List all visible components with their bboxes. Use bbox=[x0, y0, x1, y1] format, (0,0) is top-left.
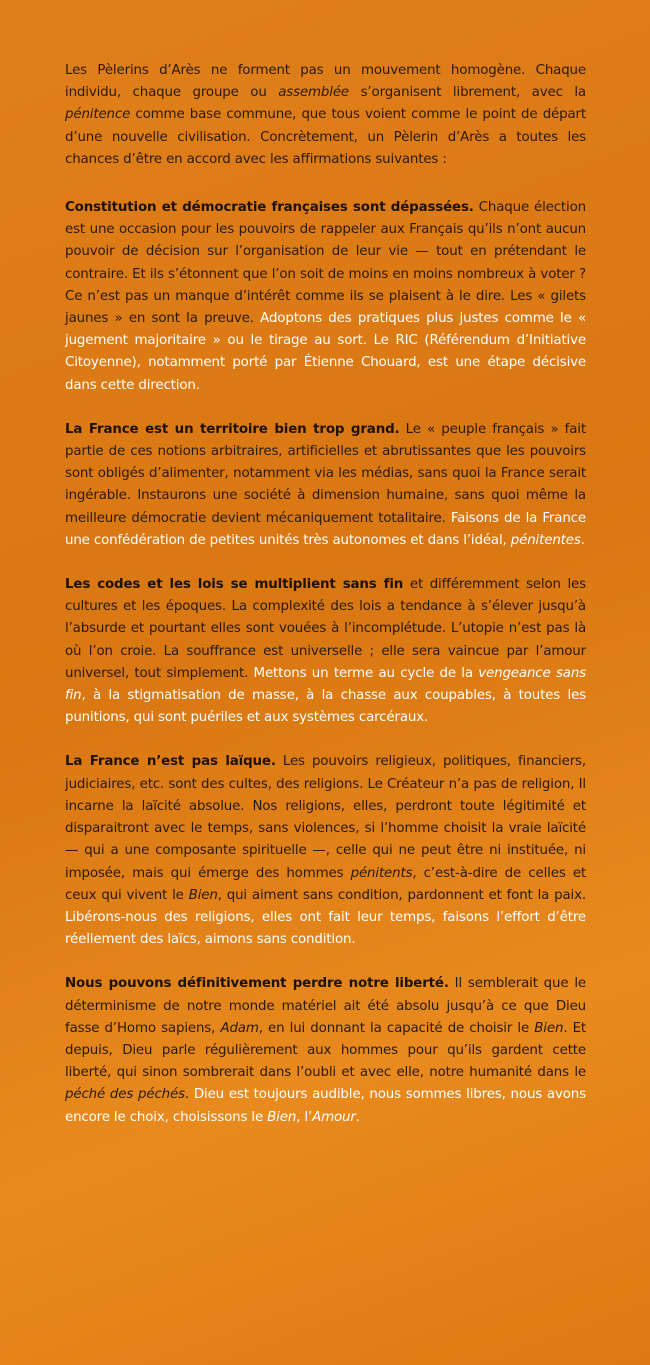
highlight-emphasis: vengeance sans fin bbox=[65, 665, 586, 704]
highlight-emphasis: Bien bbox=[267, 1109, 297, 1125]
section-body: . bbox=[184, 1087, 194, 1103]
intro-paragraph bbox=[65, 60, 586, 171]
section-body: Les pouvoirs religieux, politiques, financiers, judiciaires, etc. sont des cultes, des religions. Le Créateur n’a pas de religion, Il incarne la laïcité absolue. Nos religions, elles, perdront toute légitimité et disparaitront avec le temps, sans violences, si l’homme choisit la vraie laïcité — qui a une composante spirituelle —, celle qui ne peut être ni instituée, ni imposée, mais qui émerge des hommes bbox=[65, 754, 586, 881]
section-heading: La France est un territoire bien trop grand. bbox=[65, 421, 400, 437]
section-body: , c’est-à-dire de celles et ceux qui vivent le bbox=[65, 865, 587, 903]
highlight-emphasis: pénitentes bbox=[510, 532, 581, 548]
highlight-text: . bbox=[355, 1109, 360, 1125]
section-heading: Nous pouvons définitivement perdre notre liberté. bbox=[65, 976, 449, 992]
highlight-emphasis: Amour bbox=[312, 1109, 356, 1125]
body-emphasis: Bien bbox=[188, 887, 218, 903]
intro-emphasis: assemblée bbox=[278, 85, 350, 101]
highlight-text: , l’ bbox=[296, 1109, 313, 1125]
highlight-text: . bbox=[580, 532, 585, 548]
body-emphasis: Adam bbox=[220, 1020, 259, 1036]
intro-emphasis: pénitence bbox=[65, 107, 131, 123]
section-heading: Les codes et les lois se multiplient sans fin bbox=[65, 577, 404, 593]
body-emphasis: pénitents bbox=[350, 865, 413, 881]
section-body: Le « peuple français » fait partie de ces notions arbitraires, artificielles et abrutissantes que les pouvoirs sont obligés d’alimenter, notamment via les médias, sans quoi la France serait ingérable. Instaurons une société à dimension humaine, sans quoi même la meilleure démocratie devient mécaniquement totalitaire. bbox=[65, 421, 586, 526]
highlight-text: , à la stigmatisation de masse, à la chasse aux coupables, à toutes les punitions, qui sont puériles et aux systèmes carcéraux. bbox=[65, 688, 586, 726]
section-heading: Constitution et démocratie françaises sont dépassées. bbox=[65, 200, 474, 216]
section-lois bbox=[65, 574, 586, 729]
highlight-text: Faisons de la France une confédération de petites unités très autonomes et dans l’idéal, bbox=[65, 510, 586, 548]
section-heading: La France n’est pas laïque. bbox=[65, 754, 276, 770]
body-emphasis: Bien bbox=[534, 1020, 564, 1036]
intro-text: s’organisent librement, avec la bbox=[349, 85, 586, 101]
section-body: Il semblerait que le déterminisme de notre monde matériel ait été absolu jusqu’à ce que Dieu fasse d’Homo sapiens, bbox=[65, 976, 586, 1036]
section-laicite bbox=[65, 751, 586, 951]
section-body: Chaque élection est une occasion pour les pouvoirs de rappeler aux Français qu’ils n’ont aucun pouvoir de décision sur l’organisation de leur vie — tout en prétendant le contraire. Et ils s’étonnent que l’on soit de moins en moins nombreux à voter ? Ce n’est pas un manque d’intérêt comme ils se plaisent à le dire. Les « gilets jaunes » en sont la preuve. bbox=[65, 200, 586, 327]
section-body: , en lui donnant la capacité de choisir le bbox=[258, 1020, 535, 1036]
section-body: . Et depuis, Dieu parle régulièrement aux hommes pour qu’ils gardent cette liberté, qui sinon sombrerait dans l’oubli et avec elle, notre humanité dans le bbox=[65, 1020, 587, 1081]
highlight-text: Mettons un terme au cycle de la bbox=[253, 665, 479, 681]
section-body: , qui aiment sans condition, pardonnent et font la paix. bbox=[217, 887, 586, 903]
highlight-text: Dieu est toujours audible, nous sommes libres, nous avons encore le choix, choisissons le bbox=[65, 1087, 586, 1125]
section-liberte bbox=[65, 973, 586, 1128]
intro-text: Les Pèlerins d’Arès ne forment pas un mouvement homogène. Chaque individu, chaque groupe ou bbox=[65, 63, 586, 101]
body-emphasis: péché des péchés bbox=[65, 1087, 185, 1103]
section-highlight: Adoptons des pratiques plus justes comme le « jugement majoritaire » ou le tirage au sort. Le RIC (Référendum d’Initiative Citoyenne), notamment porté par Étienne Chouard, est une étape décisive dans cette direction. bbox=[65, 311, 586, 393]
section-territoire bbox=[65, 419, 586, 552]
section-highlight: Libérons-nous des religions, elles ont fait leur temps, faisons l’effort d’être réellement des laïcs, aimons sans condition. bbox=[65, 909, 586, 948]
section-constitution bbox=[65, 197, 586, 397]
section-body: et différemment selon les cultures et les époques. La complexité des lois a tendance à s’élever jusqu’à l’absurde et pourtant elles sont vouées à l’incomplétude. L’utopie n’est pas là où l’on croie. La souffrance est universelle ; elle sera vaincue par l’amour universel, tout simplement. bbox=[65, 577, 586, 681]
intro-text: comme base commune, que tous voient comme le point de départ d’une nouvelle civilisation. Concrètement, un Pèlerin d’Arès a toutes les chances d’être en accord avec les affirmations suivantes : bbox=[65, 107, 586, 167]
